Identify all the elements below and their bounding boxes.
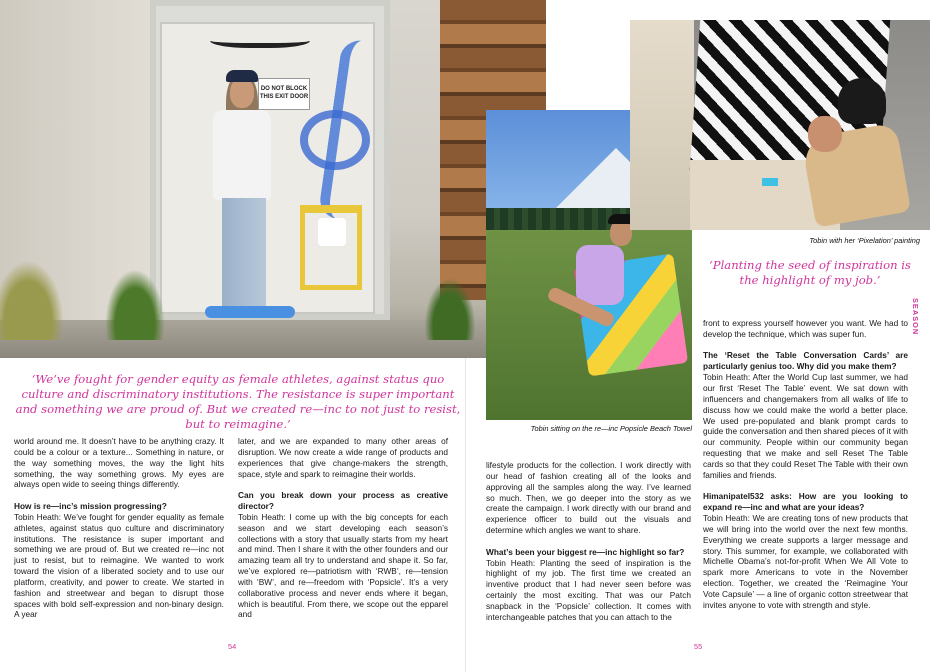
weeds-center: [100, 260, 170, 340]
weeds-right: [420, 270, 480, 340]
person-beanie: [838, 78, 886, 124]
pull-quote-right: ‘Planting the seed of inspiration is the highlight of my job.’: [709, 258, 911, 287]
caption-mountain: Tobin sitting on the re—inc Popsicle Beach Towel: [530, 424, 692, 433]
question: Can you break down your process as creative director?: [238, 490, 448, 512]
person-face: [808, 116, 842, 152]
person-face: [230, 78, 254, 108]
exit-door-sign: DO NOT BLOCK THIS EXIT DOOR: [258, 78, 310, 110]
person-seated: [576, 245, 624, 305]
sketch-paper: [630, 20, 694, 230]
paragraph: world around me. It doesn’t have to be anything crazy. It could be a colour or a texture... Something in nature, or the way something moves, the way the light hits something, the way something grows. My eyes are always open wide to seeing things differently.: [14, 436, 224, 490]
person-shoes: [205, 306, 295, 318]
question: What’s been your biggest re—inc highlight so far?: [486, 546, 685, 557]
text-column-2: [238, 436, 448, 631]
text-column-4: [703, 318, 908, 621]
paragraph: later, and we are expanded to many other areas of disruption. We now create a wide range of products and experiences that give change-makers the strength, space, style and spark to reimagine their worlds.: [238, 436, 448, 479]
qa-block: [486, 547, 691, 623]
blue-tape: [762, 178, 778, 186]
page-number-right: 55: [694, 642, 703, 651]
photo-studio-painting: [630, 20, 930, 230]
page-number-left: 54: [228, 642, 237, 651]
qa-block: [703, 491, 908, 610]
answer: Tobin Heath: I come up with the big concepts for each season and we start developing each season’s collections with a story that usually starts from my heart and mind. Then I share it with the other founders and our amazing team all try to understand and shape it. So far, we’ve explored re—patriotism with ‘RWB’, re—tension with ‘BW’, and re—freedom with ‘Popsicle’. It’s a very collaborative process and never ends where it began, which is beautiful. From there, we scope out the epparel and: [238, 511, 448, 620]
paragraph: front to express yourself however you want. We had to develop the technique, which was super fun.: [703, 318, 908, 339]
question: Himanipatel532 asks: How are you looking to expand re—inc and what are your ideas?: [703, 491, 908, 513]
pull-quote-left: ‘We’ve fought for gender equity as female athletes, against status quo culture and discriminatory institutions. The resistance is super important and something we are proud of. But we created re—inc to not just to resist, but to reimagine.’: [15, 372, 461, 431]
question: How is re—inc’s mission progressing?: [14, 501, 167, 512]
person-tshirt: [213, 110, 271, 200]
graffiti-blue-loop: [300, 110, 370, 170]
qa-block: [14, 501, 224, 620]
person-jeans: [222, 198, 266, 310]
person-cap: [226, 70, 258, 82]
question: The ‘Reset the Table Conversation Cards’ are particularly genius too. Why did you make them?: [703, 350, 908, 372]
section-tag: SEASON: [911, 298, 920, 336]
qa-block: [238, 490, 448, 620]
graffiti-tag: [210, 30, 310, 48]
text-column-1: [14, 436, 224, 631]
text-column-3: [486, 460, 691, 633]
answer: Tobin Heath: Planting the seed of inspiration is the highlight of my job. The first time we created an inventive product that I had never seen before was certainly the most exciting. That was our Patch snapback in the ‘Popsicle’ collection. It comes with interchangeable patches that you can attach to the: [486, 557, 691, 622]
weeds-left: [0, 250, 70, 340]
answer: Tobin Heath: We’ve fought for gender equality as female athletes, against status quo culture and discriminatory institutions. The resistance is super important and something we are proud of. But we created re—inc not just to resist, but to reimagine. We wanted to work toward the vision of a liberated society and to use our platform, creativity, and power to create. We started in fashion and streetwear and began to disrupt those spaces with bold self-expression and non-binary design. A year: [14, 511, 224, 620]
paragraph: lifestyle products for the collection. I work directly with our head of fashion creating all of the looks and approving all the samples along the way. I’ve learned so much. Then, we go deeper into the story as we create the campaign. I work directly with our brand and experience officer to build out the visuals and determine which angles we want to share.: [486, 460, 691, 536]
qa-block: [703, 350, 908, 480]
photo-doorway: [0, 0, 546, 358]
caption-studio: Tobin with her ‘Pixelation’ painting: [809, 236, 920, 245]
answer: Tobin Heath: After the World Cup last summer, we had our first ‘Reset The Table’ event. We sat down with influencers and changemakers from all walks of life to discuss how we could make the world a better place. We used pre-populated and blank prompt cards to guide the conversation and then shared pieces of it with our community. People within our community began requesting that we make and sell Reset The Table cards so that they could Reset The Table with their own families and friends.: [703, 372, 908, 480]
answer: Tobin Heath: We are creating tons of new products that we will bring into the world over the next few months. Everything we create supports a larger message and story. This summer, for example, we collaborated with Michelle Obama’s not-for-profit When We All Vote to spark more Americans to vote in the November election. Together, we created the ‘Reimagine Your Vote Capsule’ — a line of organic cotton streetwear that invites anyone to vote with strength and style.: [703, 513, 908, 610]
paper-roll: [318, 218, 346, 246]
